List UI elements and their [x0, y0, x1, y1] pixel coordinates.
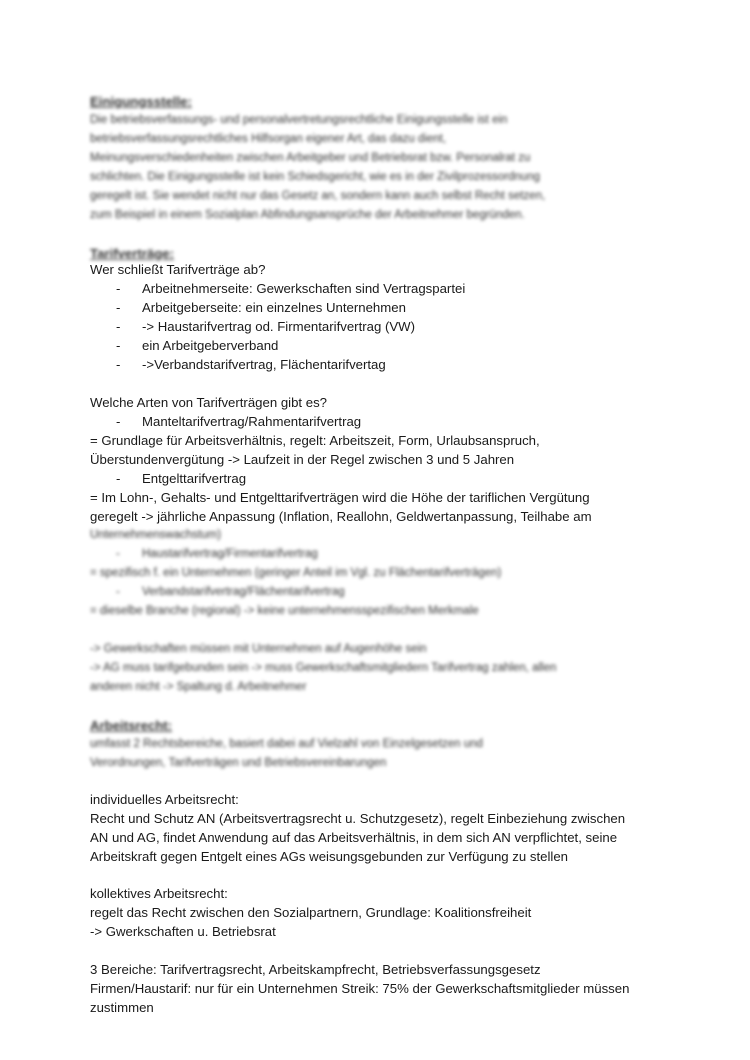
list-item: - Haustarifvertrag/Firmentarifvertrag	[116, 548, 318, 560]
arbeitsrecht-heading: Arbeitsrecht:	[90, 718, 173, 733]
list-item: - Arbeitgeberseite: ein einzelnes Unternehmen	[116, 300, 406, 315]
list-item: - -> Haustarifvertrag od. Firmentarifvertrag (VW)	[116, 319, 415, 334]
mantel-text: Überstundenvergütung -> Laufzeit in der Regel zwischen 3 und 5 Jahren	[90, 452, 515, 467]
list-item: - Arbeitnehmerseite: Gewerkschaften sind Vertragspartei	[116, 281, 466, 296]
individual-law-text: Arbeitskraft gegen Entgelt eines AGs weisungsgebunden zur Verfügung zu stellen	[90, 849, 568, 864]
individual-law-text: AN und AG, findet Anwendung auf das Arbeitsverhältnis, in dem sich AN verpflichtet, seine	[90, 830, 618, 845]
closing-text: 3 Bereiche: Tarifvertragsrecht, Arbeitskampfrecht, Betriebsverfassungsgesetz	[90, 962, 541, 977]
closing-text: zustimmen	[90, 1000, 154, 1015]
arbeitsrecht-intro: Verordnungen, Tarifverträgen und Betriebsvereinbarungen	[90, 757, 387, 769]
list-item: - Manteltarifvertrag/Rahmentarifvertrag	[116, 414, 362, 429]
einigungsstelle-text: geregelt ist. Sie wendet nicht nur das Gesetz an, sondern kann auch selbst Recht setzen,	[90, 190, 546, 202]
tarifvertraege-heading: Tarifverträge:	[90, 246, 175, 261]
einigungsstelle-heading: Einigungsstelle:	[90, 94, 192, 109]
closing-text: Firmen/Haustarif: nur für ein Unternehmen Streik: 75% der Gewerkschaftsmitglieder müssen	[90, 981, 630, 996]
collective-law-text: -> Gwerkschaften u. Betriebsrat	[90, 924, 276, 939]
einigungsstelle-text: betriebsverfassungsrechtliches Hilfsorgan eigener Art, das dazu dient,	[90, 133, 447, 145]
note-line: anderen nicht -> Spaltung d. Arbeitnehmer	[90, 681, 307, 693]
list-item: - Verbandstarifvertrag/Flächentarifvertrag	[116, 586, 345, 598]
note-line: -> AG muss tarifgebunden sein -> muss Gewerkschaftsmitgliedern Tarifvertrag zahlen, allen	[90, 662, 557, 674]
arbeitsrecht-intro: umfasst 2 Rechtsbereiche, basiert dabei auf Vielzahl von Einzelgesetzen und	[90, 738, 483, 750]
question-types: Welche Arten von Tarifverträgen gibt es?	[90, 395, 328, 410]
verband-text: = dieselbe Branche (regional) -> keine unternehmensspezifischen Merkmale	[90, 605, 479, 617]
entgelt-text: Unternehmenswachstum)	[90, 529, 222, 541]
mantel-text: = Grundlage für Arbeitsverhältnis, regelt: Arbeitszeit, Form, Urlaubsanspruch,	[90, 433, 540, 448]
einigungsstelle-text: Die betriebsverfassungs- und personalvertretungsrechtliche Einigungsstelle ist ein	[90, 114, 508, 126]
list-item: - ->Verbandstarifvertrag, Flächentarifvertag	[116, 357, 386, 372]
einigungsstelle-text: Meinungsverschiedenheiten zwischen Arbeitgeber und Betriebsrat bzw. Personalrat zu	[90, 152, 531, 164]
question-who-concludes: Wer schließt Tarifverträge ab?	[90, 262, 266, 277]
haus-text: = spezifisch f. ein Unternehmen (geringer Anteil im Vgl. zu Flächentarifverträgen)	[90, 567, 502, 579]
entgelt-text: geregelt -> jährliche Anpassung (Inflation, Reallohn, Geldwertanpassung, Teilhabe am	[90, 509, 592, 524]
note-line: -> Gewerkschaften müssen mit Unternehmen auf Augenhöhe sein	[90, 643, 427, 655]
einigungsstelle-text: zum Beispiel in einem Sozialplan Abfindungsansprüche der Arbeitnehmer begründen.	[90, 209, 525, 221]
entgelt-text: = Im Lohn-, Gehalts- und Entgelttarifverträgen wird die Höhe der tariflichen Vergütung	[90, 490, 590, 505]
collective-law-title: kollektives Arbeitsrecht:	[90, 886, 228, 901]
individual-law-text: Recht und Schutz AN (Arbeitsvertragsrecht u. Schutzgesetz), regelt Einbeziehung zwischen	[90, 811, 626, 826]
collective-law-text: regelt das Recht zwischen den Sozialpartnern, Grundlage: Koalitionsfreiheit	[90, 905, 532, 920]
list-item: - ein Arbeitgeberverband	[116, 338, 279, 353]
individual-law-title: individuelles Arbeitsrecht:	[90, 792, 239, 807]
list-item: - Entgelttarifvertrag	[116, 471, 247, 486]
einigungsstelle-text: schlichten. Die Einigungsstelle ist kein Schiedsgericht, wie es in der Zivilprozessordnung	[90, 171, 540, 183]
